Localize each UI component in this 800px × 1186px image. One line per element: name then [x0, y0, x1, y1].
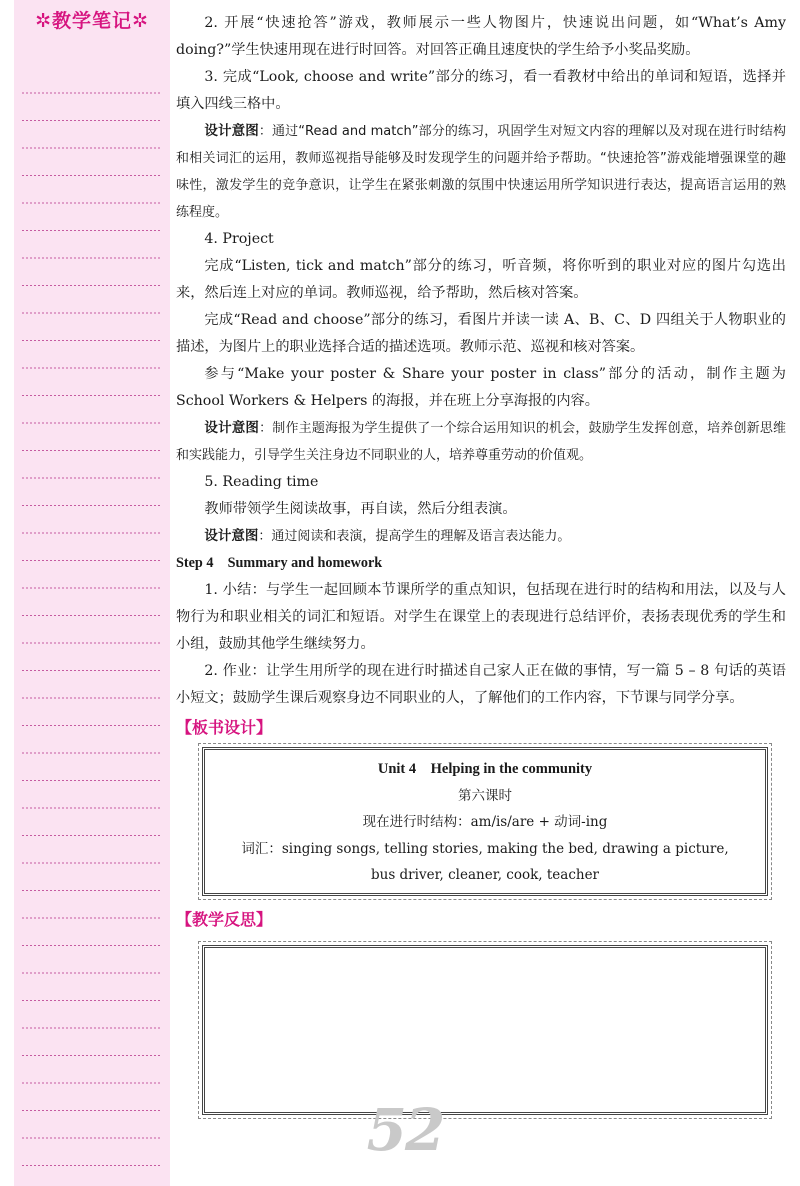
paragraph: 教师带领学生阅读故事，再自读，然后分组表演。 — [204, 501, 517, 517]
design-intent-label: 设计意图 — [204, 420, 260, 436]
board-design-box — [202, 747, 768, 896]
design-intent-paragraph — [176, 415, 786, 469]
design-intent-label: 设计意图 — [204, 528, 259, 544]
reflection-box — [202, 945, 768, 1115]
notes-ruled-lines — [22, 66, 162, 1166]
design-intent-text: ：通过阅读和表演，提高学生的理解及语言表达能力。 — [258, 529, 571, 544]
design-intent-text: ：制作主题海报为学生提供了一个综合运用知识的机会，鼓励学生发挥创意，培养创新思维和实践能力，引导学生关注身边不同职业的人，培养尊重劳动的价值观。 — [176, 421, 786, 463]
design-intent-text: ：通过“Read and match”部分的练习，巩固学生对短文内容的理解以及对现在进行时结构和相关词汇的运用，教师巡视指导能够及时发现学生的问题并给予帮助。“快速抢答”游戏能增强课堂的趣味性，激发学生的竞争意识，让学生在紧张刺激的氛围中快速运用所学知识进行表达，提高语言运用的熟练程度。 — [176, 124, 786, 220]
board-title: Unit 4 Helping in the community — [377, 761, 593, 777]
paragraph: 完成“Listen, tick and match”部分的练习，听音频，将你听到的职业对应的图片勾选出来，然后连上对应的单词。教师巡视，给予帮助，然后核对答案。 — [176, 258, 786, 301]
board-design-heading: 【板书设计】 — [176, 718, 273, 737]
paragraph: 2. 开展“快速抢答”游戏，教师展示一些人物图片，快速说出问题，如“What’s Amy doing?”学生快速用现在进行时回答。对回答正确且速度快的学生给予小奖品奖励。 — [176, 15, 786, 58]
design-intent-label: 设计意图 — [204, 123, 259, 139]
paragraph: 2. 作业：让学生用所学的现在进行时描述自己家人正在做的事情，写一篇 5 – 8 句话的英语小短文；鼓励学生课后观察身边不同职业的人，了解他们的工作内容，下节课与同学分享。 — [176, 663, 786, 706]
board-vocab-line: 词汇：singing songs, telling stories, making the bed, drawing a picture, — [241, 840, 729, 857]
page-number: 52 — [366, 1096, 444, 1164]
paragraph: 参与“Make your poster & Share your poster in class”部分的活动，制作主题为 School Workers & Helpers 的海报，并在班上分享海报的内容。 — [176, 366, 786, 409]
paragraph: 1. 小结：与学生一起回顾本节课所学的重点知识，包括现在进行时的结构和用法，以及与人物行为和职业相关的词汇和短语。对学生在课堂上的表现进行总结评价，表扬表现优秀的学生和小组，鼓励其他学生继续努力。 — [176, 582, 786, 652]
board-lesson: 第六课时 — [458, 787, 512, 804]
design-intent-paragraph — [176, 523, 786, 550]
reflection-heading: 【教学反思】 — [176, 909, 273, 929]
board-structure: 现在进行时结构：am/is/are + 动词-ing — [362, 814, 608, 830]
main-content — [176, 10, 786, 1115]
board-vocab-line: bus driver, cleaner, cook, teacher — [370, 867, 600, 883]
step-heading: Step 4 Summary and homework — [176, 555, 383, 571]
subheading: 4. Project — [204, 231, 274, 247]
paragraph: 3. 完成“Look, choose and write”部分的练习，看一看教材中给出的单词和短语，选择并填入四线三格中。 — [176, 69, 786, 112]
paragraph: 完成“Read and choose”部分的练习，看图片并读一读 A、B、C、D 四组关于人物职业的描述，为图片上的职业选择合适的描述选项。教师示范、巡视和核对答案。 — [176, 312, 786, 355]
notes-title: ✲教学笔记✲ — [35, 10, 149, 32]
notes-sidebar — [14, 0, 170, 1186]
subheading: 5. Reading time — [204, 474, 319, 490]
design-intent-paragraph — [176, 118, 786, 226]
